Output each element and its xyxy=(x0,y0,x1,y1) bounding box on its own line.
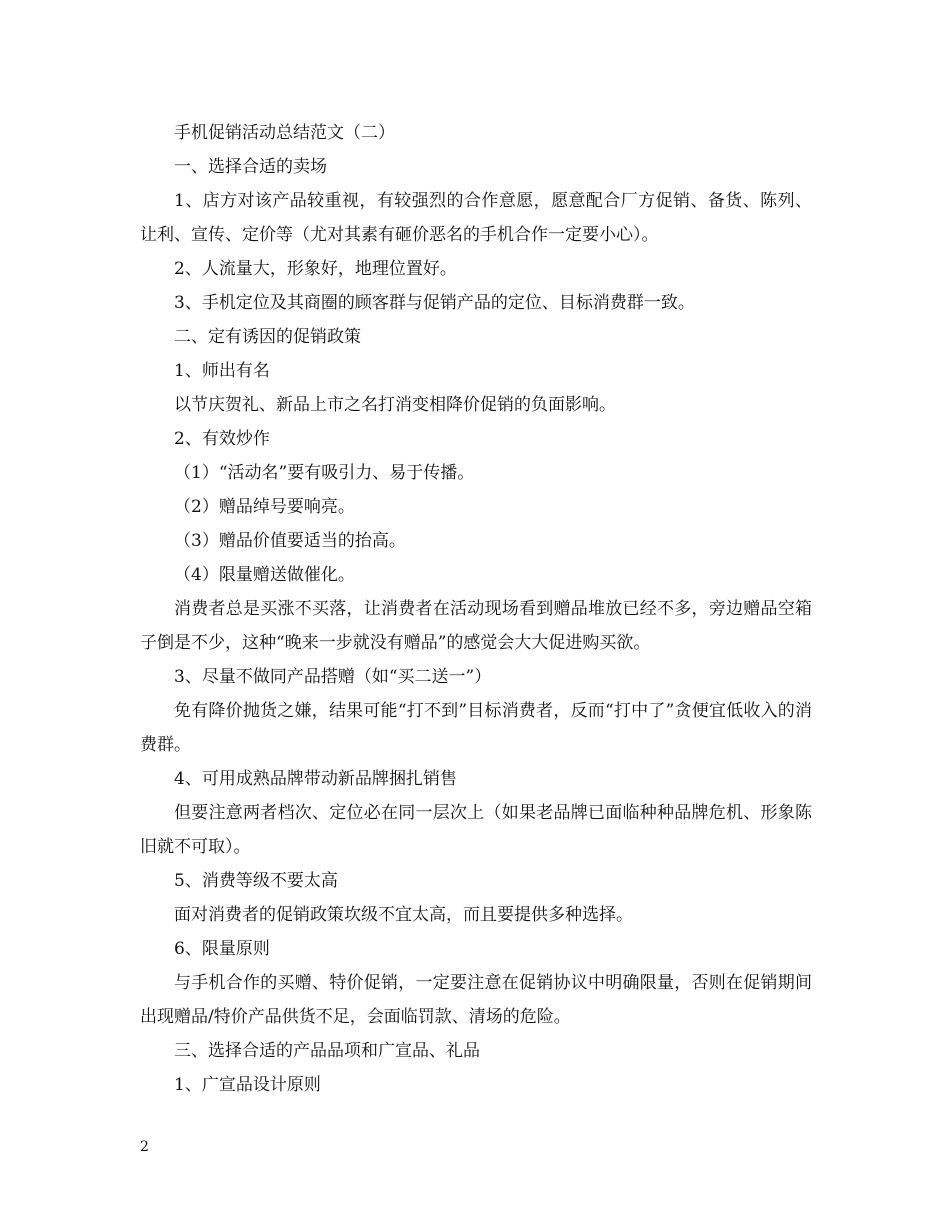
paragraph: 3、手机定位及其商圈的顾客群与促销产品的定位、目标消费群一致。 xyxy=(174,293,695,313)
section-heading-3: 三、选择合适的产品品项和广宣品、礼品 xyxy=(174,1041,480,1061)
subheading: 5、消费等级不要太高 xyxy=(174,871,338,891)
page-number: 2 xyxy=(140,1139,149,1155)
section-heading-2: 二、定有诱因的促销政策 xyxy=(174,327,361,347)
section-heading-1: 一、选择合适的卖场 xyxy=(174,157,327,177)
paragraph: 免有降价抛货之嫌，结果可能“打不到”目标消费者，反而“打中了”贪便宜低收入的消费群。 xyxy=(140,701,812,755)
paragraph: 1、店方对该产品较重视，有较强烈的合作意愿，愿意配合厂方促销、备货、陈列、让利、宣传、定价等（尤对其素有砸价恶名的手机合作一定要小心）。 xyxy=(140,191,812,245)
paragraph: 面对消费者的促销政策坎级不宜太高，而且要提供多种选择。 xyxy=(174,905,633,925)
subheading: 4、可用成熟品牌带动新品牌捆扎销售 xyxy=(174,769,457,789)
document-body xyxy=(140,116,812,1102)
subheading: 2、有效炒作 xyxy=(174,429,270,449)
paragraph: 消费者总是买涨不买落，让消费者在活动现场看到赠品堆放已经不多，旁边赠品空箱子倒是不少，这种“晚来一步就没有赠品”的感觉会大大促进购买欲。 xyxy=(140,599,812,653)
paragraph: 以节庆贺礼、新品上市之名打消变相降价促销的负面影响。 xyxy=(174,395,616,415)
list-item: （3）赠品价值要适当的抬高。 xyxy=(174,531,406,551)
subheading: 3、尽量不做同产品搭赠（如“买二送一”） xyxy=(174,667,492,687)
paragraph: 但要注意两者档次、定位必在同一层次上（如果老品牌已面临种种品牌危机、形象陈旧就不可取）。 xyxy=(140,803,812,857)
list-item: （4）限量赠送做催化。 xyxy=(174,565,355,585)
subheading: 6、限量原则 xyxy=(174,939,270,959)
document-title: 手机促销活动总结范文（二） xyxy=(174,123,395,143)
list-item: （2）赠品绰号要响亮。 xyxy=(174,497,355,517)
list-item: （1）“活动名”要有吸引力、易于传播。 xyxy=(174,463,475,483)
paragraph: 2、人流量大，形象好，地理位置好。 xyxy=(174,259,457,279)
subheading: 1、师出有名 xyxy=(174,361,270,381)
paragraph: 与手机合作的买赠、特价促销，一定要注意在促销协议中明确限量，否则在促销期间出现赠品/特价产品供货不足，会面临罚款、清场的危险。 xyxy=(140,973,812,1027)
subheading: 1、广宣品设计原则 xyxy=(174,1075,321,1095)
